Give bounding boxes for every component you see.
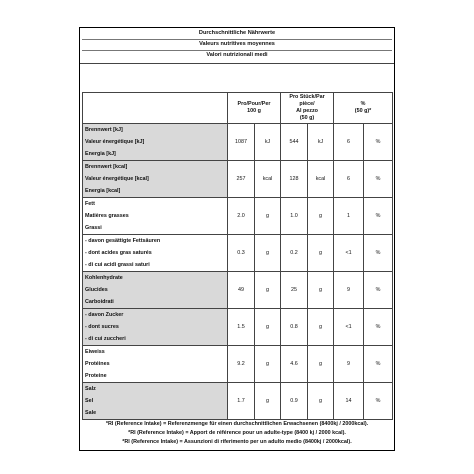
header-per-piece-line1: Pro Stück/Par pièce/ (289, 94, 325, 107)
ri-unit: % (364, 383, 393, 420)
title-italian: Valori nutrizionali medi (206, 52, 268, 58)
nutrient-label-cell (83, 346, 228, 383)
ri-unit: % (364, 309, 393, 346)
value-per-piece: 4.6 (281, 346, 308, 383)
unit-per-100g: g (255, 272, 281, 309)
unit-per-piece: g (308, 309, 334, 346)
header-ri-percent (334, 93, 393, 124)
nutrient-row (83, 235, 393, 272)
unit-per-100g: g (255, 235, 281, 272)
unit-per-piece: g (308, 198, 334, 235)
unit-per-piece: g (308, 272, 334, 309)
nutrient-label: Salz (85, 386, 96, 392)
nutrient-row (83, 309, 393, 346)
unit-per-piece: g (308, 235, 334, 272)
header-per-100g (228, 93, 281, 124)
nutrient-label: Energia [kJ] (85, 151, 116, 157)
value-per-100g: 0.3 (228, 235, 255, 272)
nutrient-label: Sel (85, 398, 94, 404)
header-empty-cell (83, 93, 228, 124)
nutrient-label: Energia [kcal] (85, 188, 121, 194)
header-per-piece-line2: Al pezzo (296, 108, 318, 114)
ri-percent: <1 (334, 309, 364, 346)
footnote-italian: *RI (Reference Intake) = Assunzioni di riferimento per un adulto medio (8400kj / 2000kcal). (122, 439, 352, 445)
nutrient-label: Valeur énergétique [kcal] (85, 176, 149, 182)
nutrient-row (83, 198, 393, 235)
value-per-100g: 1.7 (228, 383, 255, 420)
value-per-piece: 544 (281, 124, 308, 161)
unit-per-100g: kcal (255, 161, 281, 198)
title-french: Valeurs nutritives moyennes (199, 41, 275, 47)
unit-per-100g: g (255, 346, 281, 383)
ri-percent: 6 (334, 161, 364, 198)
value-per-piece: 1.0 (281, 198, 308, 235)
unit-per-100g: g (255, 309, 281, 346)
unit-per-100g: g (255, 198, 281, 235)
ri-percent: <1 (334, 235, 364, 272)
nutrient-label: - davon gesättigte Fettsäuren (85, 238, 161, 244)
nutrient-row (83, 124, 393, 161)
ri-unit: % (364, 346, 393, 383)
nutrition-facts-sheet (79, 27, 395, 451)
nutrient-label: - di cui acidi grassi saturi (85, 262, 150, 268)
nutrient-row (83, 383, 393, 420)
unit-per-100g: kJ (255, 124, 281, 161)
nutrient-label: - davon Zucker (85, 312, 124, 318)
value-per-piece: 128 (281, 161, 308, 198)
value-per-100g: 257 (228, 161, 255, 198)
nutrient-label: Brennwert [kcal] (85, 164, 128, 170)
footnote-block (80, 416, 394, 452)
header-per-piece-line3: (50 g) (299, 115, 315, 121)
unit-per-piece: g (308, 383, 334, 420)
nutrient-row (83, 272, 393, 309)
nutrient-label-cell (83, 124, 228, 161)
nutrient-row (83, 161, 393, 198)
nutrient-label: Grassi (85, 225, 102, 231)
table-header-row (83, 93, 393, 124)
nutrient-label: Kohlenhydrate (85, 275, 123, 281)
nutrient-label: - dont sucres (85, 324, 119, 330)
nutrient-label-cell (83, 309, 228, 346)
value-per-100g: 49 (228, 272, 255, 309)
ri-percent: 1 (334, 198, 364, 235)
nutrient-label: Proteine (85, 373, 107, 379)
title-block (80, 28, 394, 64)
nutrition-table (82, 92, 393, 420)
unit-per-piece: g (308, 346, 334, 383)
nutrient-label-cell (83, 198, 228, 235)
ri-percent: 9 (334, 346, 364, 383)
ri-unit: % (364, 198, 393, 235)
nutrient-label-cell (83, 272, 228, 309)
nutrient-label-cell (83, 383, 228, 420)
nutrient-label: Brennwert [kJ] (85, 127, 123, 133)
value-per-piece: 25 (281, 272, 308, 309)
header-per-piece (281, 93, 334, 124)
unit-per-100g: g (255, 383, 281, 420)
nutrient-label: - di cui zuccheri (85, 336, 126, 342)
ri-unit: % (364, 272, 393, 309)
value-per-100g: 1087 (228, 124, 255, 161)
ri-percent: 9 (334, 272, 364, 309)
value-per-piece: 0.8 (281, 309, 308, 346)
nutrient-label: Eiweiss (85, 349, 105, 355)
value-per-100g: 2.0 (228, 198, 255, 235)
ri-percent: 14 (334, 383, 364, 420)
header-ri-line1: % (360, 101, 366, 107)
header-per-100g-line1: Pro/Pour/Per (237, 101, 271, 107)
title-german: Durchschnittliche Nährwerte (198, 30, 276, 36)
nutrient-label-cell (83, 161, 228, 198)
nutrient-label: Sale (85, 410, 97, 416)
nutrient-label-cell (83, 235, 228, 272)
nutrient-label: Fett (85, 201, 95, 207)
header-ri-line2: (50 g)* (354, 108, 372, 114)
footnote-french: *RI (Reference Intake) = Apport de référence pour un adulte-type (8400 kj / 2000 kcal). (128, 430, 346, 436)
ri-unit: % (364, 161, 393, 198)
unit-per-piece: kJ (308, 124, 334, 161)
nutrient-label: Glucides (85, 287, 108, 293)
nutrient-row (83, 346, 393, 383)
value-per-100g: 1.5 (228, 309, 255, 346)
value-per-piece: 0.2 (281, 235, 308, 272)
header-per-100g-line2: 100 g (247, 108, 261, 114)
footnote-german: *RI (Reference Intake) = Referenzmenge für einen durchschnittlichen Erwachsenen (8400kj / 2000kcal). (105, 421, 369, 427)
value-per-100g: 9.2 (228, 346, 255, 383)
ri-unit: % (364, 124, 393, 161)
nutrient-label: Protéines (85, 361, 110, 367)
ri-percent: 6 (334, 124, 364, 161)
value-per-piece: 0.9 (281, 383, 308, 420)
nutrient-label: Valeur énergétique [kJ] (85, 139, 145, 145)
unit-per-piece: kcal (308, 161, 334, 198)
nutrient-label: Carboidrati (85, 299, 114, 305)
ri-unit: % (364, 235, 393, 272)
nutrient-label: - dont acides gras saturés (85, 250, 152, 256)
nutrient-label: Matières grasses (85, 213, 129, 219)
